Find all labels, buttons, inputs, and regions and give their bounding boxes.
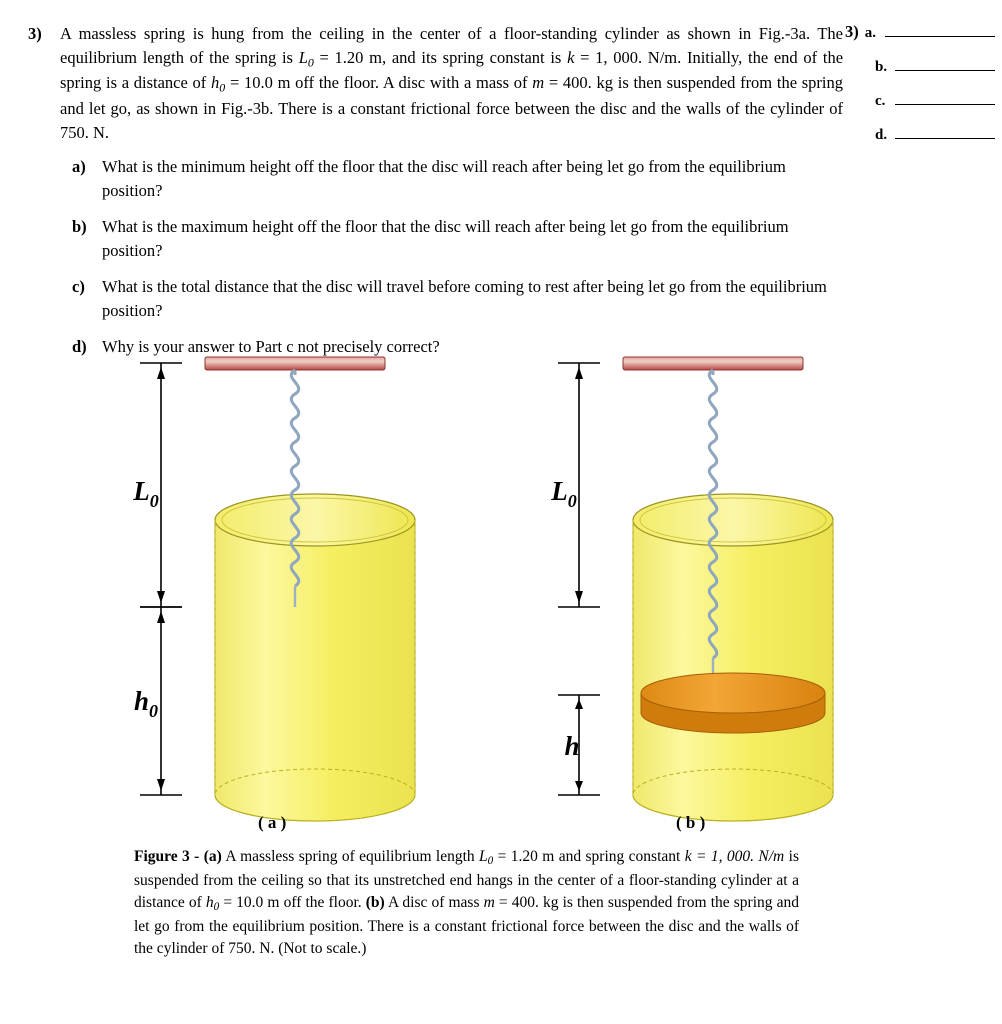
answer-field-a[interactable] [885,24,995,37]
caption-symbol-h0-sub: 0 [213,901,220,914]
subquestion-c-label: c) [72,276,85,296]
answer-row-c [845,92,995,110]
problem-line-1: A massless spring is hung from the ceiling in the center of a floor-standing cylinder as shown [60,24,731,43]
problem-number: 3) [28,24,42,43]
figure-caption-b1: A disc of mass [384,893,480,911]
answer-letter-a: a. [864,25,876,41]
figure-caption-b3: There is a constant frictional force between the disc and the walls of the cylinder of 750. N. [134,917,799,957]
answer-letter-d: d. [875,127,888,143]
figure-caption-a5: off the floor. [279,893,366,911]
figure-panel-a [110,345,430,845]
caption-symbol-h0: h [205,893,214,911]
subquestion-a [72,155,844,203]
subquestion-d-text: Why is your answer to Part c not precisely correct? [102,336,440,356]
caption-value-m: = 400. kg [494,893,559,911]
answer-question-number: 3) [845,22,859,41]
answer-letter-c: c. [875,93,886,109]
label-L0-b: $L_0$ [551,476,577,511]
figure-area [0,345,1002,845]
cylinder-body-b [633,520,833,821]
problem-line-2-post: , and its spring constant is [381,47,562,67]
panel-b-label: ( b ) [676,813,706,832]
label-L0-a: $L_0$ [133,476,159,511]
subquestion-list [72,155,844,370]
value-k: = 1, 000. N/m [574,47,678,67]
subquestion-a-label: a) [72,157,86,176]
figure-caption-a4: of a floor-standing cylinder at a distance of [134,871,800,911]
answer-row-d [845,126,995,144]
answer-letter-b: b. [875,59,888,75]
subquestion-b-text: What is the maximum height off the floor that the disc will reach after being let go from the equilibrium position? [102,216,789,260]
problem-text [60,22,843,145]
ceiling-bar-b [623,357,803,370]
caption-value-h0: = 10.0 m [219,893,280,911]
ceiling-bar-a [205,357,385,370]
caption-symbol-L0-sub: 0 [487,855,494,868]
answer-row-a [845,22,995,42]
cylinder-top-rim-b [633,494,833,546]
subquestion-c-text: What is the total distance that the disc will travel before coming to rest after being let go from the equilibrium position? [102,276,827,320]
symbol-m: m [532,73,545,93]
answer-field-c[interactable] [895,92,995,105]
figure-caption-b4: (Not to scale.) [278,939,367,957]
value-L0: 1.20 m [334,47,382,67]
problem-line-2-pre: in Fig.-3a. The equilibrium length of the spring is [60,24,843,67]
panel-a-label: ( a ) [258,813,287,832]
figure-caption-title: Figure 3 - [134,848,204,865]
caption-value-k: k = 1, 000. N/m [684,848,785,865]
problem-line-4a: with a mass of [429,73,533,93]
answer-field-d[interactable] [895,126,995,139]
symbol-L0-subscript: 0 [307,55,314,70]
figure-caption [134,846,799,960]
value-h0: = 10.0 m [225,73,291,93]
figure-caption-a1: A massless spring of equilibrium length [221,848,480,865]
subquestion-b [72,215,844,263]
subquestion-b-label: b) [72,216,87,236]
figure-caption-part-a-label: (a) [203,848,222,865]
subquestion-a-text: What is the minimum height off the floor that the disc will reach after being let go from the equilibrium position? [102,157,786,200]
answer-row-b [845,58,995,76]
cylinder-body-a [215,520,415,821]
figure-panel-b [528,345,848,845]
symbol-h0: h [211,73,220,93]
answer-field-b[interactable] [895,58,995,71]
equals-1: = [313,47,335,67]
disc-b [641,673,825,733]
subquestion-c [72,275,844,323]
symbol-L0: L [298,47,308,67]
cylinder-top-rim-a [215,494,415,546]
problem-line-3: . Initially, the end of the spring is a distance of [60,47,844,93]
figure-caption-a3: is suspended from the ceiling so that its unstretched end hangs in the center [134,848,799,889]
problem-line-5: There is a constant frictional force between the disc and the walls of the cylinder of 750. N. [60,98,843,142]
value-m: = 400. kg [544,73,613,93]
problem-statement [28,22,843,145]
symbol-h0-subscript: 0 [219,80,226,95]
problem-line-4b: is then suspended from the spring and let go, as shown in Fig.-3b. [60,73,844,118]
label-h-b: h [564,731,580,761]
figure-caption-a2: and spring constant [554,848,681,865]
subquestion-d-label: d) [72,336,87,356]
caption-symbol-m: m [483,893,495,911]
caption-value-L0: = 1.20 m [493,848,555,865]
symbol-k: k [567,47,575,67]
label-h0-a: $h_0$ [133,686,159,721]
problem-line-3b: off the floor. A disc [290,73,426,93]
figure-caption-part-b-label: (b) [365,893,385,911]
figure-caption-b2: is then suspended from the spring and let go from the equilibrium position. [134,893,799,935]
answer-blank-group [845,22,995,160]
caption-symbol-L0: L [479,848,488,865]
